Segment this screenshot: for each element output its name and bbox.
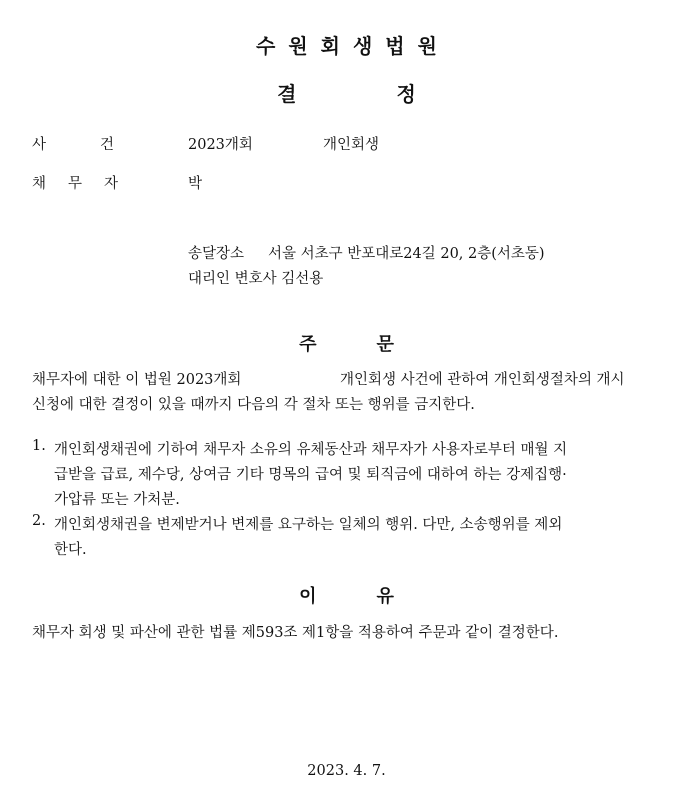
case-type: 개인회생	[323, 137, 380, 153]
decision-date: 2023. 4. 7.	[307, 763, 386, 779]
order-item-number: 1.	[32, 438, 46, 454]
agent-line: 대리인 변호사 김선용	[188, 271, 324, 287]
order-item-line: 가압류 또는 가처분.	[54, 492, 180, 508]
order-item-2	[32, 513, 672, 563]
order-intro-line2: 신청에 대한 결정이 있을 때까지 다음의 각 절차 또는 행위를 금지한다.	[32, 397, 475, 413]
order-intro-line1b: 개인회생 사건에 관하여 개인회생절차의 개시	[340, 372, 625, 388]
debtor-name: 박	[188, 176, 203, 192]
case-number: 2023개회	[188, 137, 253, 153]
document-title: 결정	[277, 82, 516, 106]
order-item-line: 개인회생채권에 기하여 채무자 소유의 유체동산과 채무자가 사용자로부터 매월 지	[54, 442, 568, 458]
order-item-line: 급받을 급료, 제수당, 상여금 기타 명목의 급여 및 퇴직금에 대하여 하는 강제집행·	[54, 467, 567, 483]
order-heading: 주문	[299, 334, 454, 355]
order-item-1	[32, 438, 672, 513]
debtor-label: 채무자	[32, 176, 141, 192]
case-label: 사건	[32, 137, 169, 153]
reason-heading: 이유	[299, 586, 454, 607]
order-intro-line1a: 채무자에 대한 이 법원 2023개회	[32, 372, 242, 388]
order-item-line: 개인회생채권을 변제받거나 변제를 요구하는 일체의 행위. 다만, 소송행위를 제외	[54, 517, 563, 533]
reason-text: 채무자 회생 및 파산에 관한 법률 제593조 제1항을 적용하여 주문과 같이 결정한다.	[32, 625, 559, 641]
order-item-line: 한다.	[54, 542, 87, 558]
court-name: 수원회생법원	[256, 34, 450, 58]
order-item-number: 2.	[32, 513, 46, 529]
address-value: 서울 서초구 반포대로24길 20, 2층(서초동)	[268, 246, 545, 262]
address-label: 송달장소	[188, 246, 245, 262]
